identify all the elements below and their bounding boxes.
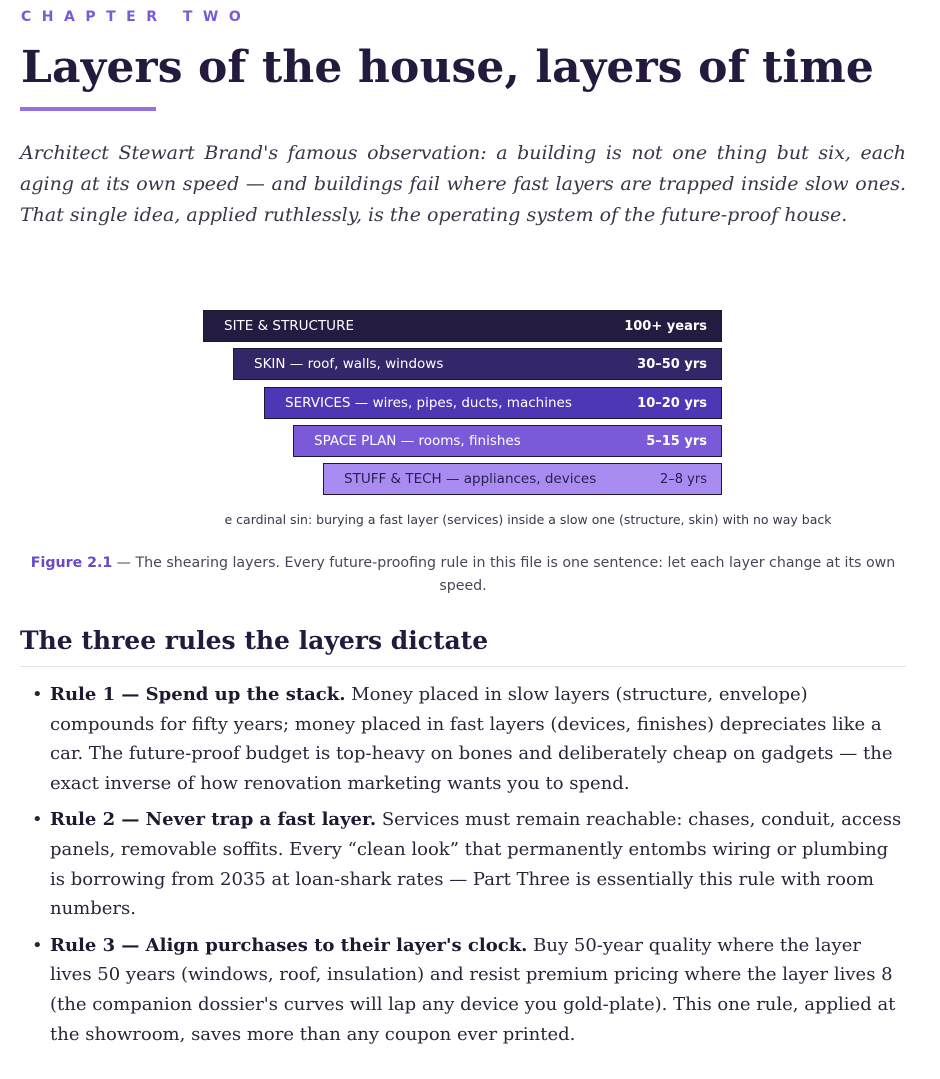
rule-text: Buy 50-year quality where the layer lives 50 years (windows, roof, insulation) and resist premium pricing where the layer lives 8 (the companion dossier's curves will lap any device you gold-plate). This one rule, applied at the showroom, saves more than any coupon ever printed. [50, 934, 896, 1045]
layer-lifespan: 30–50 yrs [637, 356, 707, 372]
rule-text: Money placed in slow layers (structure, envelope) compounds for fifty years; money placed in fast layers (devices, finishes) depreciates like a car. The future-proof budget is top-heavy on bones and deliberately cheap on gadgets — the exact inverse of how renovation marketing wants you to spend. [50, 684, 893, 794]
list-item [20, 931, 906, 1049]
rule-lead: Rule 3 — Align purchases to their layer's clock. [50, 934, 528, 956]
rule-lead: Rule 2 — Never trap a fast layer. [50, 809, 377, 831]
section-heading: The three rules the layers dictate [20, 626, 489, 655]
chapter-title: Layers of the house, layers of time [21, 42, 874, 93]
cardinal-sin-note [20, 511, 906, 529]
layer-bar-site-structure [203, 310, 722, 342]
layer-bar-stuff-tech [323, 463, 722, 495]
lede-paragraph: Architect Stewart Brand's famous observation: a building is not one thing but six, each aging at its own speed — and buildings fail where fast layers are trapped inside slow ones. That single idea, applied ruthlessly, is the operating system of the future-proof house. [20, 142, 906, 226]
list-item [20, 805, 906, 923]
layer-lifespan: 2–8 yrs [660, 471, 707, 487]
layer-lifespan: 5–15 yrs [646, 433, 707, 449]
figure-label: Figure 2.1 [30, 555, 113, 571]
rules-list [20, 680, 906, 1056]
layer-label: SERVICES — wires, pipes, ducts, machines [285, 395, 572, 411]
layer-label: SKIN — roof, walls, windows [254, 356, 444, 372]
layer-bar-services [264, 387, 722, 419]
cardinal-sin-text: e cardinal sin: burying a fast layer (services) inside a slow one (structure, skin) with no way back [224, 512, 832, 527]
layer-lifespan: 10–20 yrs [637, 395, 707, 411]
layer-lifespan: 100+ years [624, 318, 707, 334]
chapter-eyebrow: CHAPTER TWO [21, 9, 252, 25]
rule-text: Services must remain reachable: chases, conduit, access panels, removable soffits. Every “clean look” that permanently entombs wiring or plumbing is borrowing from 2035 at loan-shark rates — Part Three is essentially this rule with room numbers. [50, 809, 902, 920]
layer-bar-skin [233, 348, 722, 380]
layer-label: STUFF & TECH — appliances, devices [344, 471, 597, 487]
shearing-layers-figure [20, 310, 906, 600]
layer-label: SPACE PLAN — rooms, finishes [314, 433, 521, 449]
figure-caption [20, 552, 906, 598]
rule-lead: Rule 1 — Spend up the stack. [50, 684, 346, 705]
figure-caption-text: — The shearing layers. Every future-proofing rule in this file is one sentence: let each layer change at its own speed. [112, 555, 896, 594]
layer-label: SITE & STRUCTURE [224, 318, 354, 334]
section-divider [20, 666, 906, 667]
list-item [20, 680, 906, 798]
title-underline [20, 107, 156, 111]
layer-bar-space-plan [293, 425, 722, 457]
